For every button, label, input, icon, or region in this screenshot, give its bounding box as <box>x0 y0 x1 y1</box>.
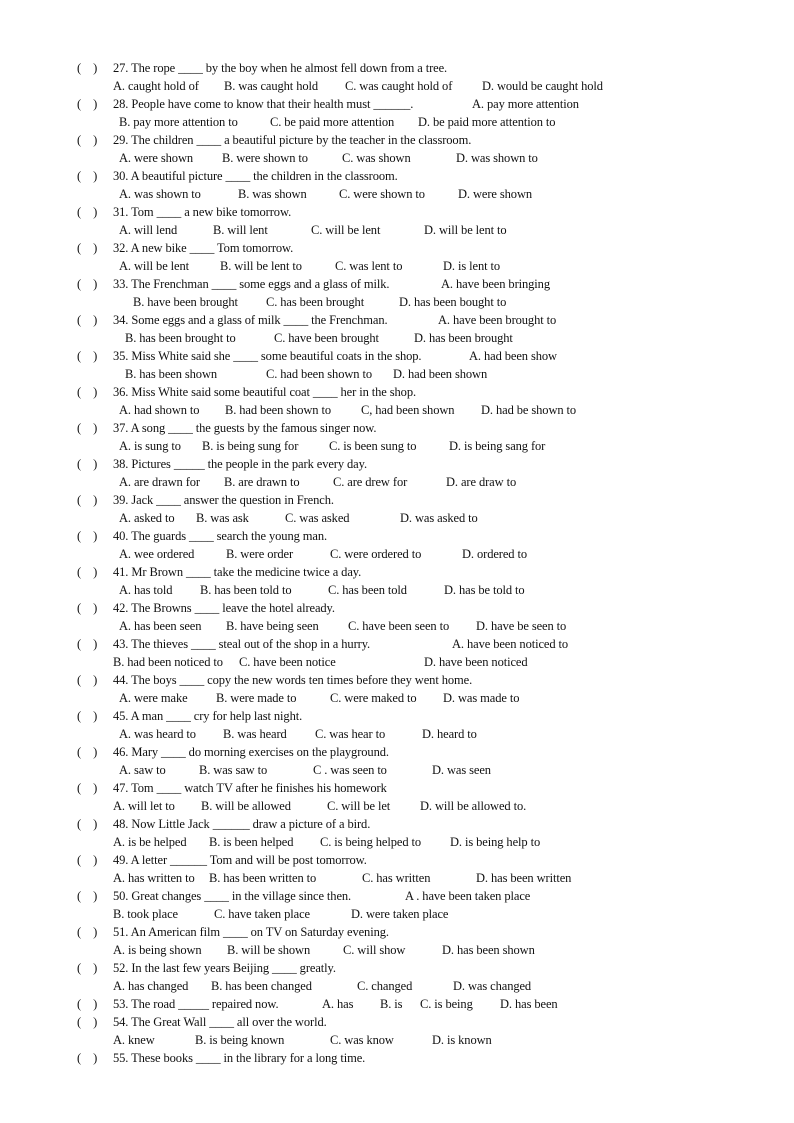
options-row <box>0 581 794 599</box>
question-row <box>0 995 794 1013</box>
question-stem: 32. A new bike ____ Tom tomorrow. <box>113 241 294 255</box>
option: D. was changed <box>453 979 532 993</box>
option: C. was know <box>330 1033 394 1047</box>
options-row <box>0 257 794 275</box>
question-stem: 39. Jack ____ answer the question in French. <box>113 493 334 507</box>
question-stem: 52. In the last few years Beijing ____ greatly. <box>113 961 336 975</box>
option-inline: C. is being <box>420 997 473 1011</box>
options-row <box>0 833 794 851</box>
option: A. knew <box>113 1033 155 1047</box>
option: C. have been notice <box>239 655 336 669</box>
options-row <box>0 293 794 311</box>
options-row <box>0 401 794 419</box>
answer-bracket: ( ) <box>77 529 98 543</box>
option: B. were made to <box>216 691 297 705</box>
question-stem: 46. Mary ____ do morning exercises on the playground. <box>113 745 389 759</box>
question-row <box>0 1013 794 1031</box>
option: C. have taken place <box>214 907 310 921</box>
question-row <box>0 923 794 941</box>
answer-bracket: ( ) <box>77 133 98 147</box>
option: C. will show <box>343 943 406 957</box>
option: C. was lent to <box>335 259 403 273</box>
question-stem: 55. These books ____ in the library for a long time. <box>113 1051 366 1065</box>
options-row <box>0 113 794 131</box>
option-inline: A. had been show <box>469 349 557 363</box>
option: B. have being seen <box>226 619 319 633</box>
option: D. was asked to <box>400 511 478 525</box>
option: A. were shown <box>119 151 194 165</box>
option: A. has been seen <box>119 619 202 633</box>
question-row <box>0 815 794 833</box>
question-stem: 41. Mr Brown ____ take the medicine twice a day. <box>113 565 362 579</box>
option: A. will lend <box>119 223 178 237</box>
option: B. were order <box>226 547 294 561</box>
options-row <box>0 1031 794 1049</box>
options-row <box>0 185 794 203</box>
options-row <box>0 365 794 383</box>
option: B. are drawn to <box>224 475 300 489</box>
option: B. is been helped <box>209 835 294 849</box>
question-stem: 35. Miss White said she ____ some beautiful coats in the shop. <box>113 349 422 363</box>
options-row <box>0 437 794 455</box>
answer-bracket: ( ) <box>77 709 98 723</box>
answer-bracket: ( ) <box>77 997 98 1011</box>
answer-bracket: ( ) <box>77 853 98 867</box>
answer-bracket: ( ) <box>77 565 98 579</box>
question-row <box>0 203 794 221</box>
option: C. had been shown to <box>266 367 372 381</box>
answer-bracket: ( ) <box>77 817 98 831</box>
option: C. is being helped to <box>320 835 422 849</box>
answer-bracket: ( ) <box>77 277 98 291</box>
question-stem: 48. Now Little Jack ______ draw a picture of a bird. <box>113 817 371 831</box>
option: B. has been told to <box>200 583 292 597</box>
option: D. ordered to <box>462 547 527 561</box>
options-row <box>0 329 794 347</box>
question-row <box>0 491 794 509</box>
question-row <box>0 419 794 437</box>
question-stem: 28. People have come to know that their health must ______. <box>113 97 414 111</box>
question-row <box>0 851 794 869</box>
option: B. has been changed <box>211 979 312 993</box>
option: C. are drew for <box>333 475 408 489</box>
options-row <box>0 77 794 95</box>
option: A. were make <box>119 691 188 705</box>
options-row <box>0 977 794 995</box>
answer-bracket: ( ) <box>77 457 98 471</box>
option: B. was saw to <box>199 763 268 777</box>
question-row <box>0 671 794 689</box>
question-row <box>0 959 794 977</box>
option: B. has been brought to <box>125 331 236 345</box>
question-row <box>0 455 794 473</box>
answer-bracket: ( ) <box>77 61 98 75</box>
option: A. will let to <box>113 799 175 813</box>
question-stem: 51. An American film ____ on TV on Saturday evening. <box>113 925 389 939</box>
options-row <box>0 905 794 923</box>
option: C. is been sung to <box>329 439 417 453</box>
question-stem: 36. Miss White said some beautiful coat ____ her in the shop. <box>113 385 416 399</box>
answer-bracket: ( ) <box>77 961 98 975</box>
option: D. were shown <box>458 187 533 201</box>
option: A. saw to <box>119 763 166 777</box>
answer-bracket: ( ) <box>77 205 98 219</box>
option: D. is lent to <box>443 259 501 273</box>
question-stem: 34. Some eggs and a glass of milk ____ the Frenchman. <box>113 313 388 327</box>
option: D. is known <box>432 1033 492 1047</box>
question-row <box>0 743 794 761</box>
answer-bracket: ( ) <box>77 745 98 759</box>
option: B. has been shown <box>125 367 218 381</box>
answer-bracket: ( ) <box>77 637 98 651</box>
option: A. was heard to <box>119 727 196 741</box>
option: D. had been shown <box>393 367 488 381</box>
option: D. have been noticed <box>424 655 528 669</box>
option: D. have be seen to <box>476 619 567 633</box>
question-row <box>0 1049 794 1067</box>
option: D. was seen <box>432 763 491 777</box>
option: B. is being sung for <box>202 439 299 453</box>
answer-bracket: ( ) <box>77 1015 98 1029</box>
option: B. will lent <box>213 223 268 237</box>
answer-bracket: ( ) <box>77 493 98 507</box>
option: A. caught hold of <box>113 79 199 93</box>
question-row <box>0 527 794 545</box>
option: A. was shown to <box>119 187 201 201</box>
option: B. was heard <box>223 727 287 741</box>
question-row <box>0 779 794 797</box>
question-stem: 31. Tom ____ a new bike tomorrow. <box>113 205 292 219</box>
option: C. was hear to <box>315 727 386 741</box>
question-row <box>0 563 794 581</box>
options-row <box>0 761 794 779</box>
option: B. has been written to <box>209 871 317 885</box>
option: A. has changed <box>113 979 189 993</box>
answer-bracket: ( ) <box>77 1051 98 1065</box>
question-row <box>0 887 794 905</box>
options-row <box>0 689 794 707</box>
question-row <box>0 275 794 293</box>
option: B. will be lent to <box>220 259 302 273</box>
option: B. was caught hold <box>224 79 319 93</box>
option-inline: A. have been bringing <box>441 277 550 291</box>
options-row <box>0 149 794 167</box>
option: D. be paid more attention to <box>418 115 556 129</box>
option: D. is being sang for <box>449 439 546 453</box>
option-inline: A. have been noticed to <box>452 637 569 651</box>
option: D. was made to <box>443 691 520 705</box>
question-stem: 37. A song ____ the guests by the famous singer now. <box>113 421 377 435</box>
question-stem: 50. Great changes ____ in the village since then. <box>113 889 352 903</box>
question-stem: 30. A beautiful picture ____ the children in the classroom. <box>113 169 398 183</box>
option: B. have been brought <box>133 295 238 309</box>
option: C. has been brought <box>266 295 365 309</box>
option: A. has told <box>119 583 173 597</box>
option-inline: A. has <box>322 997 354 1011</box>
answer-bracket: ( ) <box>77 313 98 327</box>
answer-bracket: ( ) <box>77 889 98 903</box>
option: B. is being known <box>195 1033 285 1047</box>
options-row <box>0 797 794 815</box>
option: D. is being help to <box>450 835 541 849</box>
option: C. were maked to <box>330 691 417 705</box>
option: A. is be helped <box>113 835 187 849</box>
option: B. will be shown <box>227 943 311 957</box>
option: A. will be lent <box>119 259 190 273</box>
option: D. would be caught hold <box>482 79 603 93</box>
option: C, had been shown <box>361 403 455 417</box>
question-stem: 29. The children ____ a beautiful picture by the teacher in the classroom. <box>113 133 472 147</box>
option: D. has been written <box>476 871 572 885</box>
answer-bracket: ( ) <box>77 925 98 939</box>
option-inline: D. has been <box>500 997 558 1011</box>
option: C. has been told <box>328 583 407 597</box>
option: A. is being shown <box>113 943 202 957</box>
question-row <box>0 95 794 113</box>
options-row <box>0 509 794 527</box>
option: C. be paid more attention <box>270 115 395 129</box>
option: B. pay more attention to <box>119 115 238 129</box>
options-row <box>0 545 794 563</box>
question-stem: 40. The guards ____ search the young man. <box>113 529 328 543</box>
question-stem: 45. A man ____ cry for help last night. <box>113 709 303 723</box>
options-row <box>0 221 794 239</box>
answer-bracket: ( ) <box>77 601 98 615</box>
question-row <box>0 599 794 617</box>
option: B. took place <box>113 907 179 921</box>
question-stem: 54. The Great Wall ____ all over the world. <box>113 1015 327 1029</box>
option: C. will be lent <box>311 223 381 237</box>
answer-bracket: ( ) <box>77 673 98 687</box>
option: C. have been brought <box>274 331 379 345</box>
answer-bracket: ( ) <box>77 169 98 183</box>
option: B. was ask <box>196 511 249 525</box>
options-row <box>0 473 794 491</box>
options-row <box>0 869 794 887</box>
option: A. are drawn for <box>119 475 200 489</box>
question-row <box>0 239 794 257</box>
question-list <box>0 59 794 1067</box>
option-inline: B. is <box>380 997 403 1011</box>
option: C. was caught hold of <box>345 79 453 93</box>
question-row <box>0 167 794 185</box>
answer-bracket: ( ) <box>77 781 98 795</box>
option-inline: A. pay more attention <box>472 97 579 111</box>
question-row <box>0 131 794 149</box>
answer-bracket: ( ) <box>77 385 98 399</box>
question-stem: 42. The Browns ____ leave the hotel already. <box>113 601 335 615</box>
option: A. has written to <box>113 871 195 885</box>
question-stem: 38. Pictures _____ the people in the park every day. <box>113 457 367 471</box>
answer-bracket: ( ) <box>77 349 98 363</box>
option-inline: A. have been brought to <box>438 313 557 327</box>
option: A. had shown to <box>119 403 200 417</box>
option: D. has been shown <box>442 943 535 957</box>
question-row <box>0 311 794 329</box>
answer-bracket: ( ) <box>77 421 98 435</box>
option: D. has been brought <box>414 331 513 345</box>
question-row <box>0 347 794 365</box>
question-stem: 53. The road _____ repaired now. <box>113 997 279 1011</box>
answer-bracket: ( ) <box>77 241 98 255</box>
question-row <box>0 635 794 653</box>
option: B. had been shown to <box>225 403 331 417</box>
option: C. was asked <box>285 511 350 525</box>
option: C. have been seen to <box>348 619 450 633</box>
option: C. will be let <box>327 799 391 813</box>
question-row <box>0 707 794 725</box>
options-row <box>0 617 794 635</box>
option: D. will be allowed to. <box>420 799 527 813</box>
option: D. was shown to <box>456 151 538 165</box>
option: C. changed <box>357 979 413 993</box>
options-row <box>0 941 794 959</box>
question-stem: 43. The thieves ____ steal out of the shop in a hurry. <box>113 637 371 651</box>
question-row <box>0 59 794 77</box>
option: D. were taken place <box>351 907 449 921</box>
question-stem: 44. The boys ____ copy the new words ten times before they went home. <box>113 673 473 687</box>
option: D. has been bought to <box>399 295 507 309</box>
question-stem: 27. The rope ____ by the boy when he almost fell down from a tree. <box>113 61 448 75</box>
option: C. were ordered to <box>330 547 422 561</box>
option: C. was shown <box>342 151 411 165</box>
answer-bracket: ( ) <box>77 97 98 111</box>
option: D. has be told to <box>444 583 525 597</box>
option: B. was shown <box>238 187 307 201</box>
option: C . was seen to <box>313 763 387 777</box>
option: D. heard to <box>422 727 477 741</box>
option: C. has written <box>362 871 431 885</box>
option: A. wee ordered <box>119 547 195 561</box>
option: B. had been noticed to <box>113 655 223 669</box>
question-row <box>0 383 794 401</box>
question-stem: 47. Tom ____ watch TV after he finishes his homework <box>113 781 387 795</box>
option: D. will be lent to <box>424 223 507 237</box>
option: A. asked to <box>119 511 175 525</box>
option: D. are draw to <box>446 475 517 489</box>
options-row <box>0 653 794 671</box>
option: B. will be allowed <box>201 799 291 813</box>
option: B. were shown to <box>222 151 308 165</box>
option: A. is sung to <box>119 439 181 453</box>
question-stem: 33. The Frenchman ____ some eggs and a glass of milk. <box>113 277 390 291</box>
option: C. were shown to <box>339 187 425 201</box>
option: D. had be shown to <box>481 403 577 417</box>
question-stem: 49. A letter ______ Tom and will be post tomorrow. <box>113 853 367 867</box>
option-inline: A . have been taken place <box>405 889 531 903</box>
options-row <box>0 725 794 743</box>
